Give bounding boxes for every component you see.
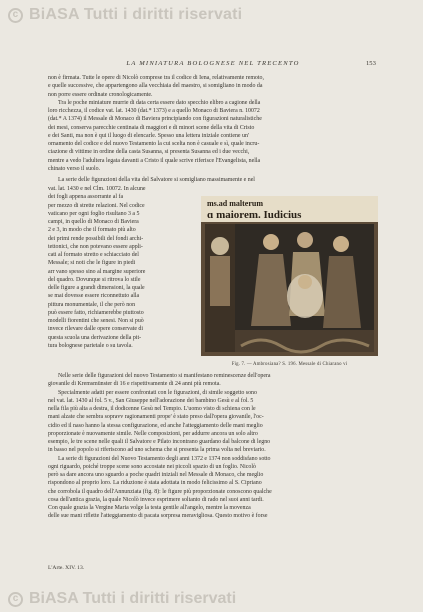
page-number: 153 (366, 60, 376, 67)
body-left-column (48, 185, 198, 350)
text-line: chinato verso il suolo. (48, 165, 101, 172)
text-line: dei fogli appena assorrante al fa (48, 194, 124, 201)
figure-caption: Fig. 7. — Ambrosiana? S. 196. Messale di Chiarano vi (231, 362, 348, 367)
text-line: cidio ed il naso hanno la stessa configurazione, ed anche l'atteggiamento delle mani meglio (48, 422, 263, 429)
text-line: invece rilevare dalle opere conservate di (48, 326, 144, 333)
text-line: giovanile di Kremsmünster di 16 e rispettivamente di 24 anni più remota. (48, 381, 221, 388)
text-line: Nelle serie delle figurazioni del nuovo Testamento si manifestano reminescenze dell'opera (58, 373, 271, 379)
text-line: che corrobola il quadro dell'Annunziata (fig. 8): le figure più proporzionate conoscono qualche (48, 488, 272, 495)
text-line: nella fila più alta a destra, il dodicenne Gesù nel Tempio. L'uomo visto di schiena con le (48, 406, 256, 412)
text-line: nel vat. lat. 1430 al fol. 5 v., San Giuseppe nell'adorazione dei bambino Gesù e al fol. 5 (48, 397, 254, 404)
text-line: 2 e 3, in modo che il formato più alto (48, 227, 136, 234)
text-line: dei primi rende possibili del fondi archi- (48, 235, 144, 242)
text-line: vat. lat. 1430 e nel Clm. 10072. In alcune (48, 186, 146, 192)
copyright-icon: c (8, 8, 23, 23)
text-line: mentre a vedo l'adultera legata davanti a Cristo il quale scrive riferisce l'Evangelista, nella (48, 157, 261, 164)
text-line: del quadro. Dovunque si ritrova lo stile (48, 276, 141, 283)
watermark-bottom (8, 588, 418, 610)
text-line: campi, in quello di Monaco di Baviera (48, 219, 139, 225)
text-line: esempio, le tre scene nelle quali il Salvatore e Pilato incontrano guardano dal balcone di legno (48, 439, 271, 445)
text-line: tura bolognese parietale o su tavola. (48, 342, 133, 349)
text-line: delle sue mani riflette l'atteggiamento di pacata sorpresa meravigliosa. Questo motivo è forse (48, 513, 268, 520)
text-line: Con quale grazia la Vergine Maria volge la testa gentile all'angelo, mentre la movenza (48, 505, 251, 511)
text-line: ornamento del codice e del nuovo Testamento la cui scelta non è casuale e sì, quale incru- (48, 141, 260, 147)
text-line: però sa dare ancora uno sguardo a poche quadri iniziali nel Messale di Monaco, che meglio (48, 472, 264, 478)
text-line: tettonici, che non potevano essere appli- (48, 243, 143, 250)
text-line: ciazione di vittime in ordine della casta Susanna, si presenta Susanna ed i due vecchi, (48, 149, 250, 156)
text-line: La serie di figurazioni del Nuovo Testamento degli anni 1372 e 1374 non soddisfano sotto (58, 455, 271, 462)
text-line: non è firmata. Tutte le opere di Nicolò comprese tra il codice di Iena, relativamente remoto, (48, 75, 264, 81)
text-line: Messale; si noti che le figure in piedi (48, 260, 136, 267)
text-line: Specialmente adatti per essere confrontati con le figurazioni, di simile soggetto sono (58, 389, 257, 396)
text-line: e dei Santi, ma non è qui il luogo di elencarle. Spesso una lettera iniziale contiene un' (48, 132, 249, 139)
body-wide-line (48, 176, 378, 184)
inscription-line-2: ɑ maiorem. Iudicius (207, 209, 302, 221)
watermark-top (8, 4, 418, 26)
text-line: La serie delle figurazioni della vita del Salvatore si somigliano massimamente e nel (58, 177, 255, 183)
running-title: LA MINIATURA BOLOGNESE NEL TRECENTO (126, 60, 300, 67)
text-line: se mai dovesse essere riconnettuto alla (48, 293, 140, 300)
text-line: arr vano spesso sino al margine superiore (48, 268, 146, 275)
text-line: cosa dell'antica grazia, la quale Nicolò invece esprimere soltanto di rado nel suoi anni tardi. (48, 496, 264, 503)
miniature-illustration (201, 196, 378, 356)
text-line: può essere fatto, richiamerebbe piuttosto (48, 309, 144, 316)
text-line: modelli fiorentini che senesi. Non si può (48, 318, 144, 324)
text-line: vaticano per ogni foglio risultano 3 a 5 (48, 210, 140, 217)
text-line: cati al formato stretto e schiacciato del (48, 252, 139, 258)
copyright-icon: c (8, 592, 23, 607)
body-bottom (48, 372, 378, 521)
text-line: questa scuola una derivazione della pit- (48, 334, 142, 341)
text-line: proporzionate è nuovamente simile. Nelle composizioni, per addurre ancora un solo altro (48, 430, 258, 437)
text-line: in basso nel popolo si riferiscono ad uno schema che si presenta la prima volta nel breviario. (48, 447, 266, 454)
text-line: non porre essere ordinate cronologicamente. (48, 91, 153, 98)
text-line: (dat.* A 1374) il Messale di Monaco di Baviera principiando con figurazioni naturalistiche (48, 116, 262, 123)
watermark-text: BiASA Tutti i diritti riservati (29, 6, 243, 23)
footer-note: L'Arte. XIV. 13. (48, 565, 85, 571)
text-line: pittura monumentale, il che però non (48, 301, 136, 308)
text-line: mani alzate che sembra sopravv ragionamenti prope' è stato preso dall'opera giovanile, l'oc- (48, 414, 264, 421)
watermark-text: BiASA Tutti i diritti riservati (29, 590, 237, 607)
text-line: Tra le poche miniature murrie di data certa essere dato specchio elibro a cagione della (58, 99, 261, 106)
text-line: per mezzo di strette relazioni. Nel codice (48, 202, 145, 209)
text-line: rispondono al proprio loro. La riduzione è stata adottata in modo felicissimo al S. Cipriano (48, 480, 262, 487)
body-top (48, 74, 378, 173)
miniature-figure (201, 196, 378, 356)
inscription-line-1: ms.ad malterum (207, 199, 263, 208)
text-line: ogni riguardo, poiché troppe scene sono accostate nei piccoli spazio di un foglio. Nicolò (48, 463, 256, 470)
text-line: dei mesi, conserva parecchie centinaia di maggiori e di minori scene della vita di Cristo (48, 124, 255, 131)
text-line: e quelle successive, che appartengono alla vecchiaia del maestro, si somigliano in modo da (48, 83, 263, 90)
text-line: loro ricchezza, il codice vat. lat. 1430 (dat.* 1373) e a quello Monaco di Baviera n. 10072 (48, 108, 260, 114)
text-line: delle figure a grandi dimensioni, la quale (48, 285, 145, 291)
